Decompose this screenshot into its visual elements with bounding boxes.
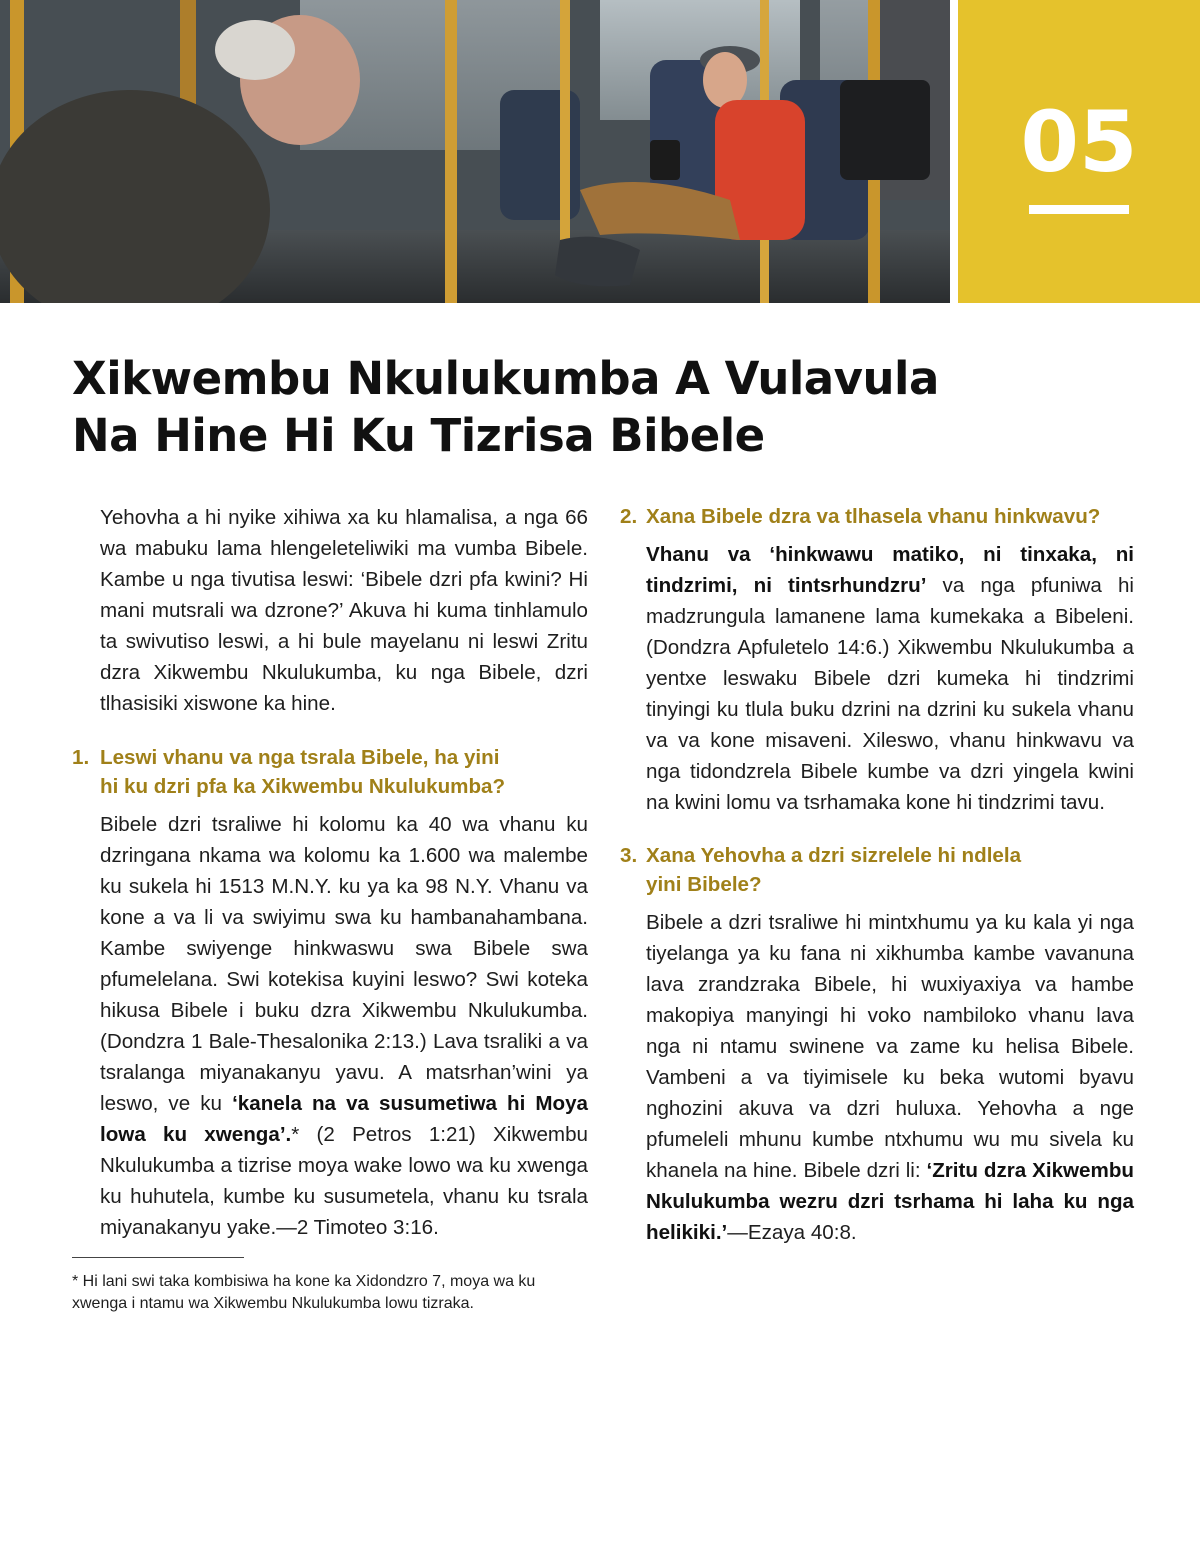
footnote: * Hi lani swi taka kombisiwa ha kone ka Xidondzro 7, moya wa ku xwenga i ntamu wa Xikwembu Nkulukumba lowu tizraka. [72,1273,536,1312]
page-title [72,350,972,464]
question-1-line-1: Leswi vhanu va nga tsrala Bibele, ha yini [100,746,500,769]
answer-3-text-a: Bibele a dzri tsraliwe hi mintxhumu ya ku kala yi nga tiyelanga ya ku fana ni xikhumba kambe vavanuna lava zrandzraka Bibele, hi wuxiyaxiya va hambe makopiya manyingi hi voko nambiloko vhanu lava nga ni ntamu swinene va zame ku helisa Bibele. Vambeni a va tiyimisele ku beka wutomi byavu nghozini akuva va dzri huluxa. Yehovha a nge pfumeleli mhunu kumbe ntxhumu wu mu sivela ku khanela na hine. Bibele dzri li: [646,911,1134,1182]
answer-1-quote: ‘kanela na va susumetiwa hi Moya lowa ku xwenga’. [100,1092,588,1146]
chapter-number: 05 [1020,93,1138,191]
intro-paragraph: Yehovha a hi nyike xihiwa xa ku hlamalisa, a nga 66 wa mabuku lama hlengeleteliwiki ma vumba Bibele. Kambe u nga tivutisa leswi: ‘Bibele dzri pfa kwini? Hi mani mutsrali wa dzrone?’ Akuva hi kuma tinhlamulo ta swivutiso leswi, a hi bule mayelanu ni leswi Zritu dzra Xikwembu Nkulukumba, ku nga Bibele, dzri tlhasisiki xiswone ka hine. [100,506,588,715]
question-3-text [646,841,1021,899]
answer-2-paragraph [620,539,1134,818]
answer-3-text-b: —Ezaya 40:8. [727,1221,857,1244]
question-2-number: 2. [620,505,638,528]
question-1-line-2: hi ku dzri pfa ka Xikwembu Nkulukumba? [100,775,506,798]
question-2-text: Xana Bibele dzra va tlhasela vhanu hinkwavu? [646,505,1101,528]
page-title-line-2: Na Hine Hi Ku Tizrisa Bibele [72,409,765,462]
answer-2-quote: Vhanu va ‘hinkwawu matiko, ni tinxaka, ni tindzrimi, ni tintsrhundzru’ [646,543,1134,597]
right-column [620,502,1134,1248]
chapter-badge [958,0,1200,303]
answer-3-paragraph [620,907,1134,1248]
question-3-line-2: yini Bibele? [646,873,762,896]
question-1-number: 1. [72,746,90,769]
question-2 [620,502,1134,531]
question-3-number: 3. [620,844,638,867]
answer-3-quote: ‘Zritu dzra Xikwembu Nkulukumba wezru dzri tsrhama hi laha ku nga helikiki.’ [646,1159,1134,1244]
answer-1-text-b: * (2 Petros 1:21) Xikwembu Nkulukumba a tizrise moya wake lowo wa ku xwenga ku huhutela, kumbe ku susumetela, vhanu ku tsrala miyanakanyu yake.—2 Timoteo 3:16. [100,1123,588,1239]
left-column [72,502,588,1315]
question-1 [72,743,588,801]
footnote-divider [72,1257,244,1258]
page-title-line-1: Xikwembu Nkulukumba A Vulavula [72,352,939,405]
chapter-underline [1029,205,1129,214]
question-1-text [100,743,505,801]
header-photo [0,0,950,303]
question-3-line-1: Xana Yehovha a dzri sizrelele hi ndlela [646,844,1022,867]
answer-2-text-b: va nga pfuniwa hi madzrungula lamanene lama kumekaka a Bibeleni. (Dondzra Apfuletelo 14:6.) Xikwembu Nkulukumba a yentxe leswaku Bibele dzri kumeka hi tindzrimi tinyingi ku tlula buku dzrini na dzrini ku sukela vhanu va va kone misaveni. Xileswo, vhanu hinkwavu va nga tidondzrela Bibele kumbe va dzri yingela kwini na kwini lomu va tsrhamaka kone hi tindzrimi tavu. [646,574,1134,814]
answer-1-text-a: Bibele dzri tsraliwe hi kolomu ka 40 wa vhanu ku dzringana nkama wa kolomu ka 1.600 wa malembe ku sukela hi 1513 M.N.Y. ku ya ka 98 N.Y. Vhanu va kone a va li va swiyimu swa ku hambanahambana. Kambe swiyenge hinkwaswu swa Bibele swa pfumelelana. Swi kotekisa kuyini leswo? Swi koteka hikusa Bibele i buku dzra Xikwembu Nkulukumba. (Dondzra 1 Bale-Thesalonika 2:13.) Lava tsraliki a va tsralanga miyanakanyu yavu. A matsrhan’wini ya leswo, ve ku [100,813,588,1115]
question-3 [620,841,1134,899]
answer-1-paragraph [72,809,588,1243]
